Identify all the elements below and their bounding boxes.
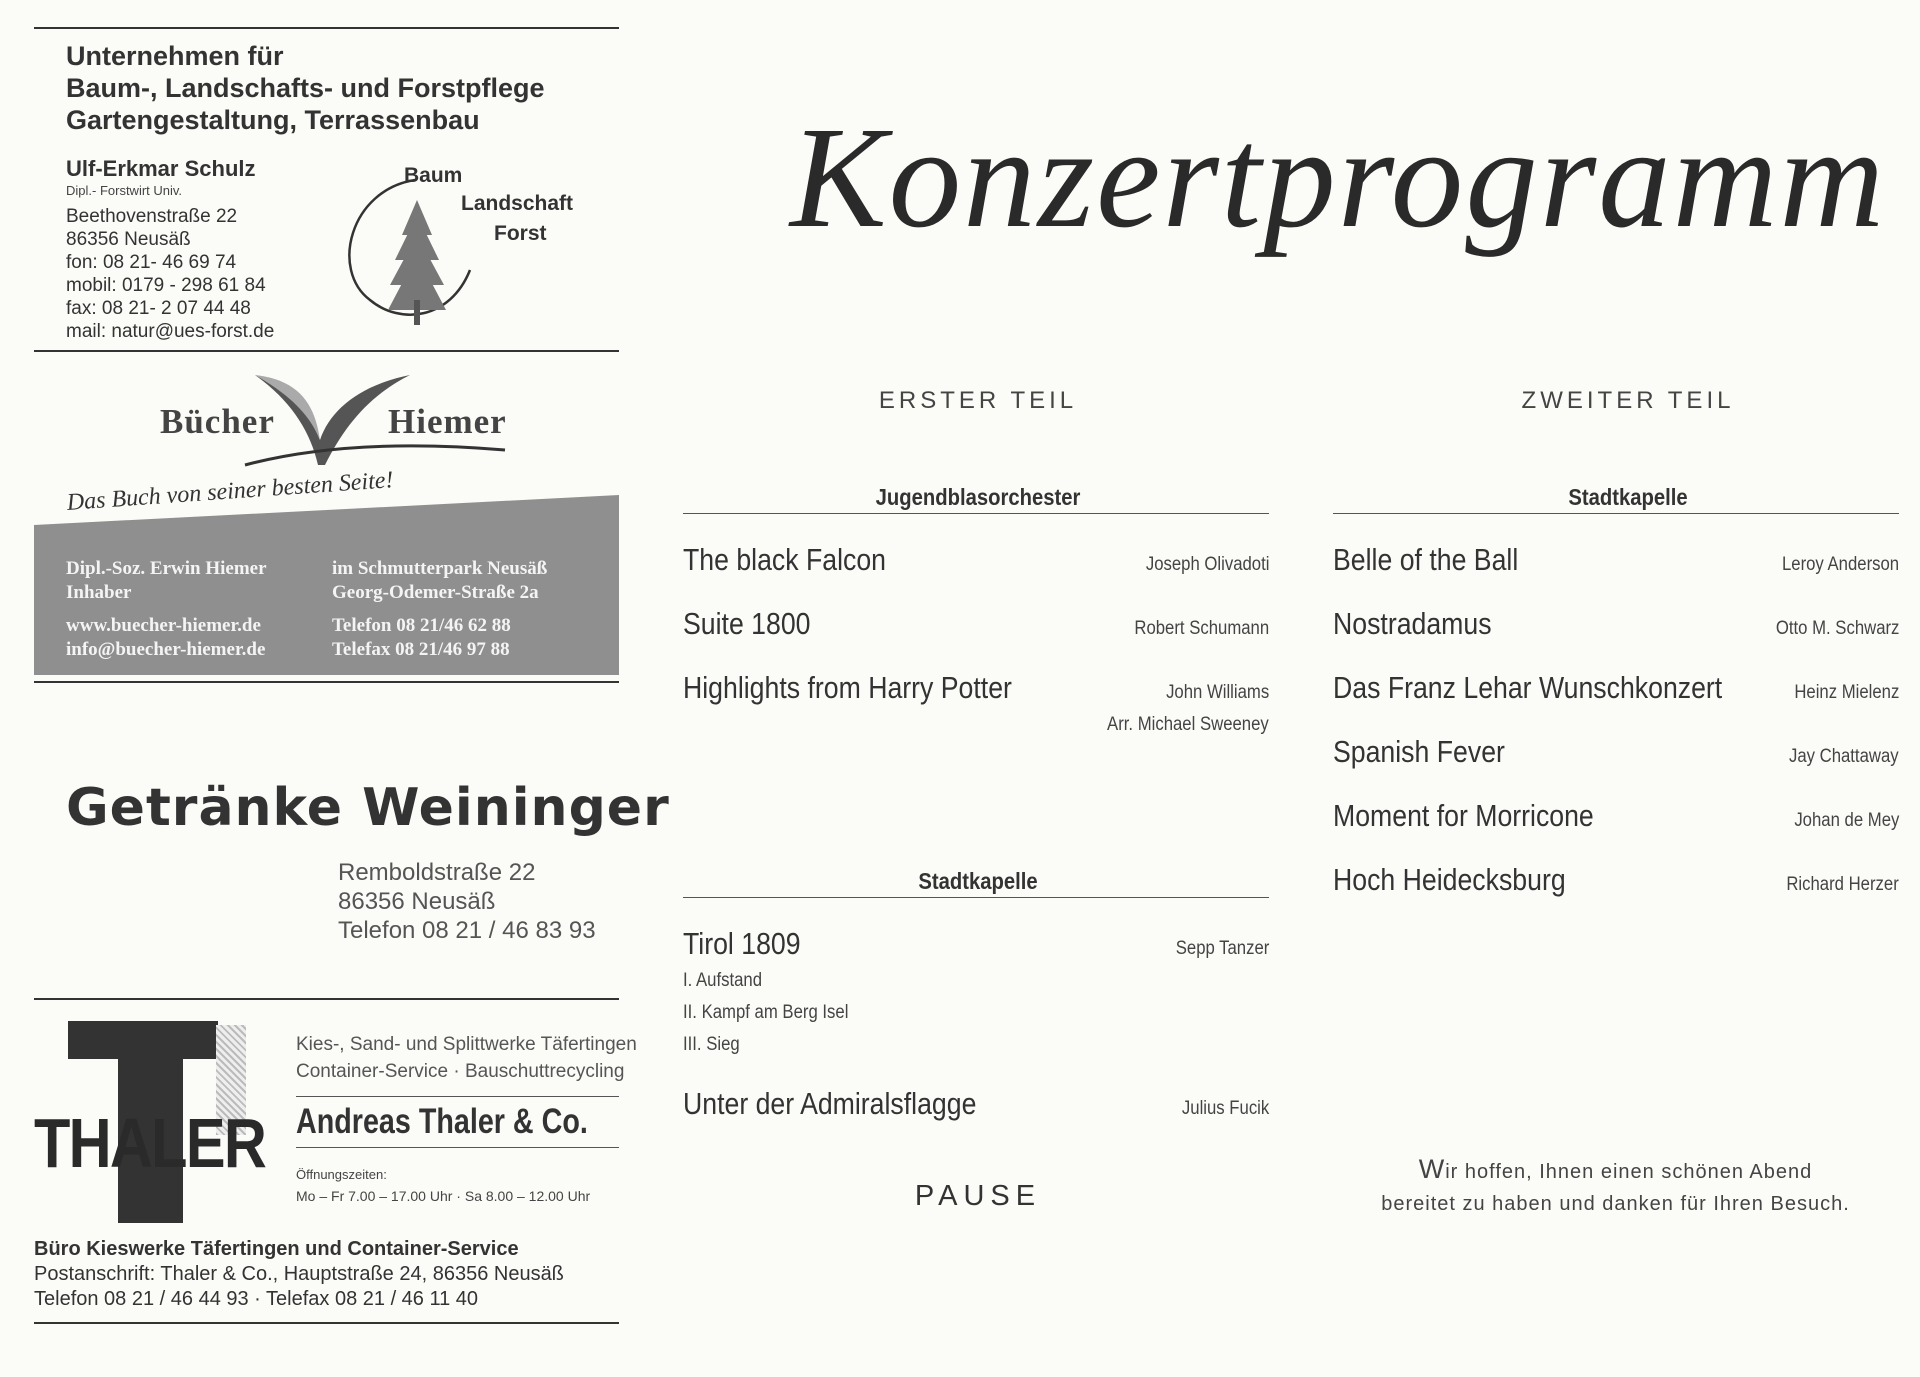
getraenke-address: Remboldstraße 22 86356 Neusäß Telefon 08 21 / 46 83 93 (338, 859, 596, 944)
swoosh-icon (240, 430, 510, 470)
getraenke-title: Getränke Weininger (66, 778, 670, 838)
thaler-company: Andreas Thaler & Co. (296, 1102, 588, 1141)
buecher-owner: Dipl.-Soz. Erwin Hiemer Inhaber (66, 558, 267, 603)
divider (1333, 513, 1899, 514)
thaler-logo: THALER (34, 1104, 266, 1182)
divider (296, 1147, 619, 1148)
piece-title: Nostradamus (1333, 606, 1492, 641)
piece-title: Das Franz Lehar Wunschkonzert (1333, 670, 1723, 705)
piece-title: Unter der Admiralsflagge (683, 1086, 977, 1121)
piece-title: Hoch Heidecksburg (1333, 862, 1566, 897)
tree-logo-icon (330, 160, 620, 335)
divider (34, 27, 619, 29)
thaler-service-1: Kies-, Sand- und Splittwerke Täfertingen (296, 1034, 637, 1055)
thaler-hours: Mo – Fr 7.00 – 17.00 Uhr · Sa 8.00 – 12.00 Uhr (296, 1188, 591, 1204)
thaler-hours-label: Öffnungszeiten: (296, 1167, 387, 1182)
movement: II. Kampf am Berg Isel (683, 1002, 849, 1023)
divider (34, 998, 619, 1000)
logo-word-landschaft: Landschaft (461, 192, 574, 215)
divider (683, 513, 1269, 514)
composer: Leroy Anderson (1781, 554, 1899, 575)
part-two-heading: ZWEITER TEIL (1521, 387, 1735, 414)
buecher-web: www.buecher-hiemer.de info@buecher-hiemer.de (66, 615, 266, 660)
divider (34, 350, 619, 352)
composer: Robert Schumann (1134, 618, 1269, 639)
piece-title: Spanish Fever (1333, 734, 1505, 769)
movement: I. Aufstand (683, 970, 763, 991)
group-jugendblasorchester: Jugendblasorchester (875, 484, 1081, 510)
composer: Heinz Mielenz (1793, 682, 1899, 703)
composer: John Williams (1165, 682, 1269, 703)
group-stadtkapelle: Stadtkapelle (918, 868, 1038, 894)
logo-word-forst: Forst (494, 222, 547, 245)
part-one-heading: ERSTER TEIL (878, 387, 1078, 414)
piece-title: Highlights from Harry Potter (683, 670, 1012, 705)
composer: Johan de Mey (1793, 810, 1899, 831)
divider (296, 1096, 619, 1097)
buecher-phone: Telefon 08 21/46 62 88 Telefax 08 21/46 97 88 (332, 615, 511, 660)
arranger: Arr. Michael Sweeney (1107, 714, 1269, 735)
piece-title: Moment for Morricone (1333, 798, 1594, 833)
divider (683, 897, 1269, 898)
composer: Joseph Olivadoti (1145, 554, 1269, 575)
forst-owner-degree: Dipl.- Forstwirt Univ. (66, 183, 183, 198)
forst-ad-title: Unternehmen für Baum-, Landschafts- und Forstpflege Gartengestaltung, Terrassenbau (66, 41, 545, 135)
thaler-service-2: Container-Service · Bauschuttrecycling (296, 1061, 625, 1082)
piece-title: Suite 1800 (683, 606, 811, 641)
piece-title: Belle of the Ball (1333, 542, 1519, 577)
forst-owner-name: Ulf-Erkmar Schulz (66, 156, 256, 181)
thaler-office-info: Büro Kieswerke Täfertingen und Container-Service Postanschrift: Thaler & Co., Hauptstraße 24, 86356 Neusäß Telefon 08 21 / 46 44 93 · Telefax 08 21 / 46 11 40 (34, 1238, 564, 1310)
group-stadtkapelle-2: Stadtkapelle (1568, 484, 1688, 510)
composer: Otto M. Schwarz (1775, 618, 1899, 639)
divider (34, 1322, 619, 1324)
composer: Richard Herzer (1786, 874, 1899, 895)
composer: Julius Fucik (1181, 1098, 1269, 1119)
composer: Sepp Tanzer (1175, 938, 1269, 959)
forst-contact-lines: Beethovenstraße 22 86356 Neusäß fon: 08 21- 46 69 74 mobil: 0179 - 298 61 84 fax: 08 21- 2 07 44 48 mail: natur@ues-forst.de (66, 206, 275, 342)
buecher-slogan: Das Buch von seiner besten Seite! (66, 467, 395, 516)
page-title: Konzertprogramm (790, 98, 1887, 258)
piece-title: The black Falcon (683, 542, 887, 577)
buecher-location: im Schmutterpark Neusäß Georg-Odemer-Straße 2a (332, 558, 548, 603)
divider (34, 681, 619, 683)
thank-you-note: Wir hoffen, Ihnen einen schönen Abend bereitet zu haben und danken für Ihren Besuch. (1381, 1154, 1850, 1215)
movement: III. Sieg (683, 1034, 740, 1055)
buecher-brand-left: Bücher (160, 402, 275, 441)
composer: Jay Chattaway (1789, 746, 1899, 767)
logo-word-baum: Baum (404, 164, 463, 187)
pause-label: PAUSE (914, 1180, 1042, 1212)
buecher-brand-right: Hiemer (388, 402, 507, 441)
piece-title: Tirol 1809 (683, 926, 801, 961)
